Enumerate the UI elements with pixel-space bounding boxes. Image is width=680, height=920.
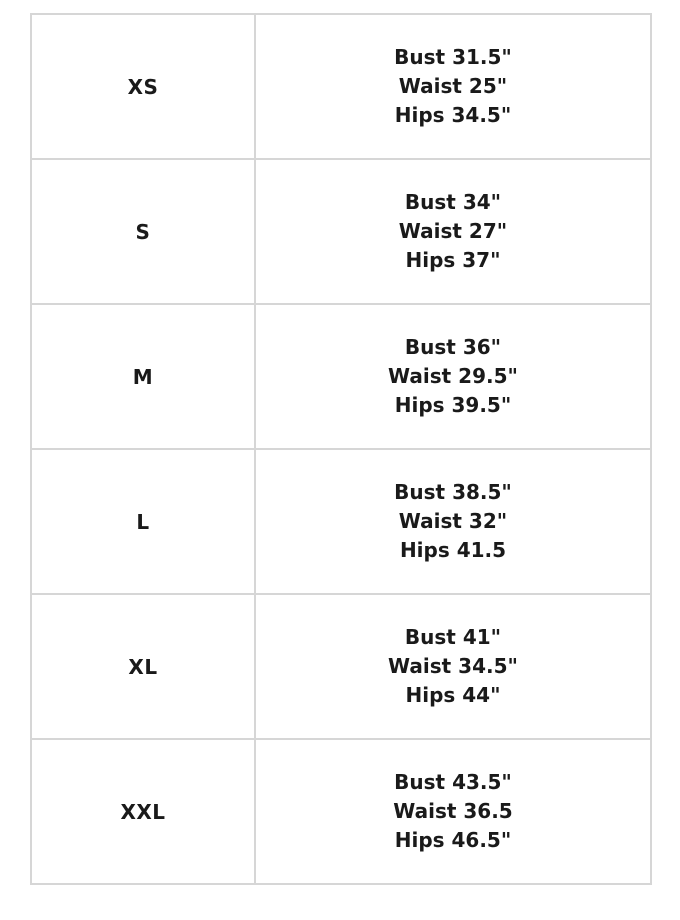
hips-measurement: Hips 34.5": [394, 103, 512, 127]
bust-measurement: Bust 41": [404, 625, 502, 649]
size-label: L: [136, 509, 150, 534]
size-cell: [31, 449, 255, 594]
bust-measurement: Bust 31.5": [394, 45, 512, 69]
table-row: [31, 159, 651, 304]
table-row: [31, 304, 651, 449]
size-cell: [31, 14, 255, 159]
bust-measurement: Bust 43.5": [394, 770, 512, 794]
measurements-cell: [255, 159, 651, 304]
measurements-cell: [255, 739, 651, 884]
size-label: XS: [127, 74, 159, 99]
waist-measurement: Waist 36.5: [393, 799, 513, 823]
size-chart-table: [30, 13, 652, 885]
hips-measurement: Hips 46.5": [394, 828, 512, 852]
table-row: [31, 739, 651, 884]
waist-measurement: Waist 27": [398, 219, 508, 243]
size-cell: [31, 159, 255, 304]
waist-measurement: Waist 29.5": [388, 364, 518, 388]
size-label: XXL: [120, 799, 166, 824]
hips-measurement: Hips 41.5: [399, 538, 507, 562]
size-cell: [31, 739, 255, 884]
hips-measurement: Hips 39.5": [394, 393, 512, 417]
size-label: XL: [128, 654, 158, 679]
bust-measurement: Bust 38.5": [394, 480, 512, 504]
table-row: [31, 594, 651, 739]
waist-measurement: Waist 34.5": [388, 654, 518, 678]
table-row: [31, 14, 651, 159]
hips-measurement: Hips 44": [405, 683, 501, 707]
measurements-cell: [255, 304, 651, 449]
table-row: [31, 449, 651, 594]
bust-measurement: Bust 34": [404, 190, 502, 214]
bust-measurement: Bust 36": [404, 335, 502, 359]
waist-measurement: Waist 25": [398, 74, 508, 98]
measurements-cell: [255, 594, 651, 739]
size-cell: [31, 594, 255, 739]
measurements-cell: [255, 449, 651, 594]
size-cell: [31, 304, 255, 449]
hips-measurement: Hips 37": [405, 248, 501, 272]
size-label: S: [135, 219, 151, 244]
measurements-cell: [255, 14, 651, 159]
waist-measurement: Waist 32": [398, 509, 508, 533]
size-label: M: [132, 364, 154, 389]
